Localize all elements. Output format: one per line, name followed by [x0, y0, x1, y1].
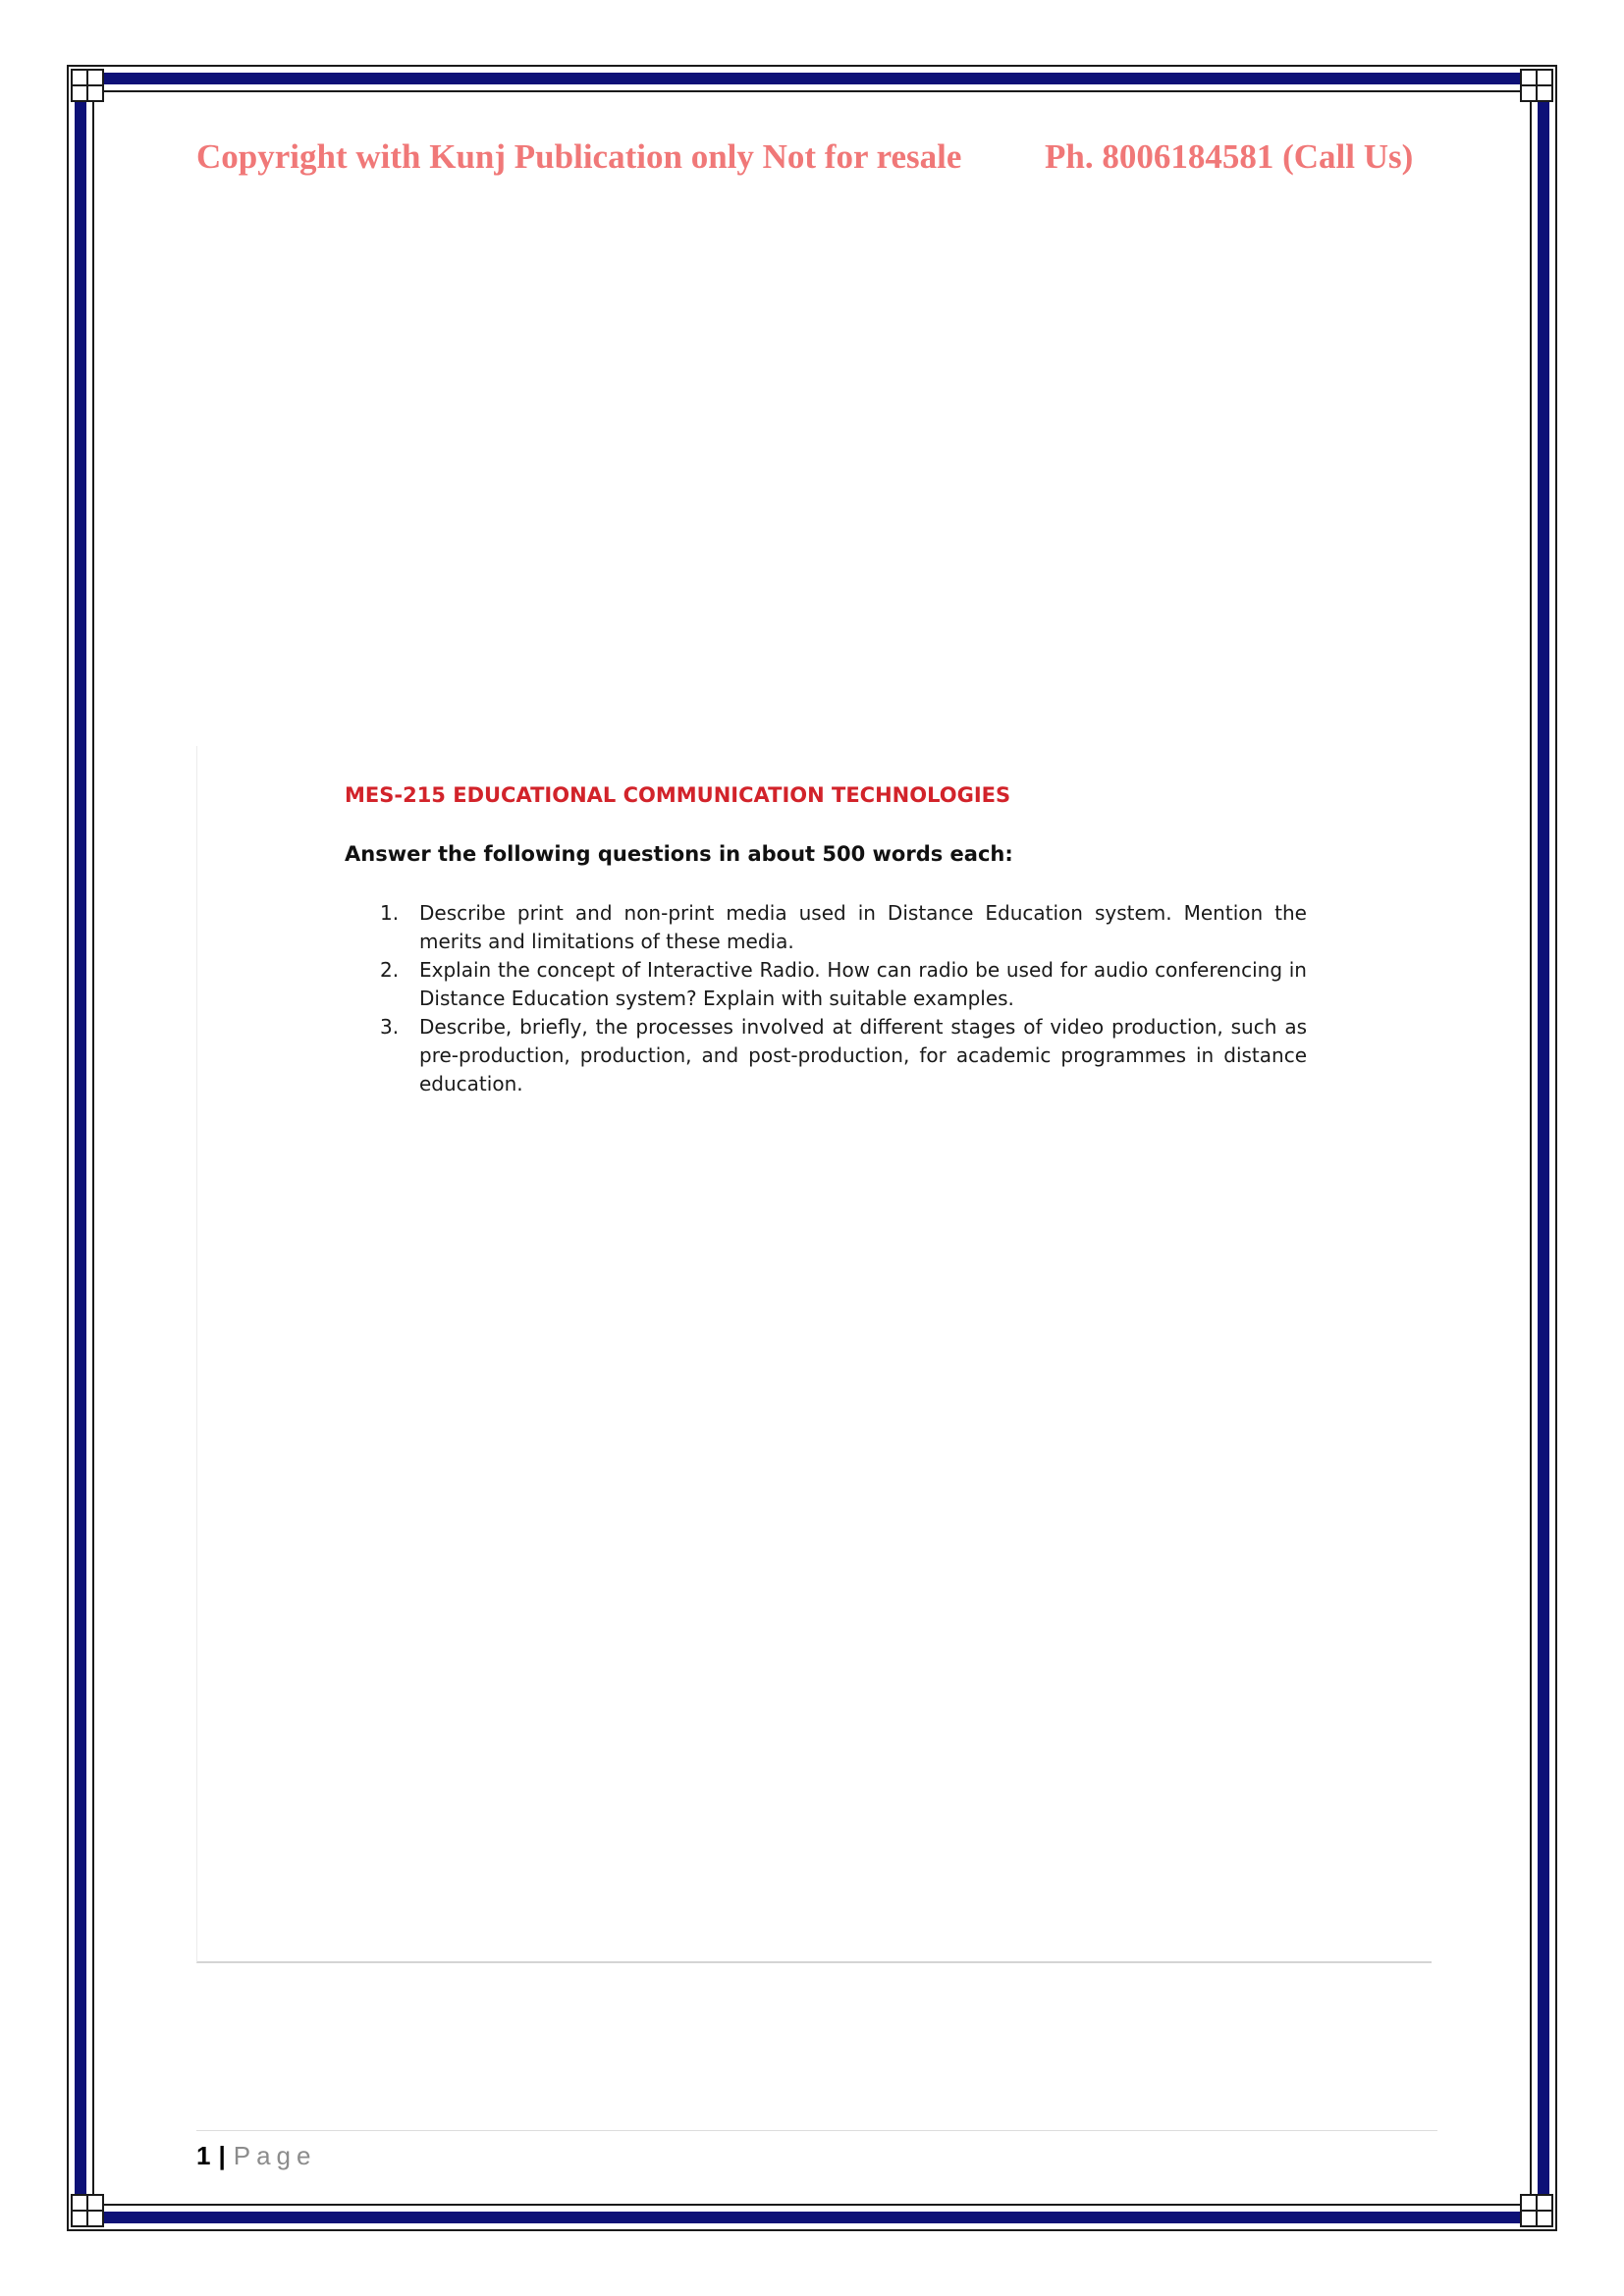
question-number: 1.: [380, 901, 400, 925]
course-title: MES-215 EDUCATIONAL COMMUNICATION TECHNOLOGIES: [345, 783, 1011, 807]
contact-phone: Ph. 8006184581 (Call Us): [1045, 137, 1414, 176]
page-footer: [196, 2141, 316, 2171]
question-item: [345, 1013, 1307, 1098]
question-number: 2.: [380, 958, 400, 982]
question-list: [345, 899, 1307, 1098]
question-item: [345, 956, 1307, 1013]
corner-ornament-bottom-right: [1520, 2194, 1553, 2227]
footer-divider: [196, 2130, 1437, 2131]
corner-ornament-bottom-left: [71, 2194, 104, 2227]
copyright-notice: Copyright with Kunj Publication only Not for resale: [196, 137, 962, 176]
corner-ornament-top-left: [71, 69, 104, 102]
page-label: Page: [233, 2141, 317, 2170]
question-text: Explain the concept of Interactive Radio. How can radio be used for audio conferencing in Distance Education system? Explain with suitable examples.: [419, 958, 1307, 1010]
question-text: Describe print and non-print media used in Distance Education system. Mention the merits and limitations of these media.: [419, 901, 1307, 953]
page-number: 1: [196, 2141, 211, 2170]
question-item: [345, 899, 1307, 956]
question-text: Describe, briefly, the processes involved at different stages of video production, such as pre-production, production, and post-production, for academic programmes in distance education.: [419, 1015, 1307, 1095]
assignment-scan: [196, 746, 1432, 1963]
corner-ornament-top-right: [1520, 69, 1553, 102]
footer-separator: |: [218, 2141, 226, 2170]
instruction-text: Answer the following questions in about 500 words each:: [345, 842, 1013, 866]
question-number: 3.: [380, 1015, 400, 1039]
